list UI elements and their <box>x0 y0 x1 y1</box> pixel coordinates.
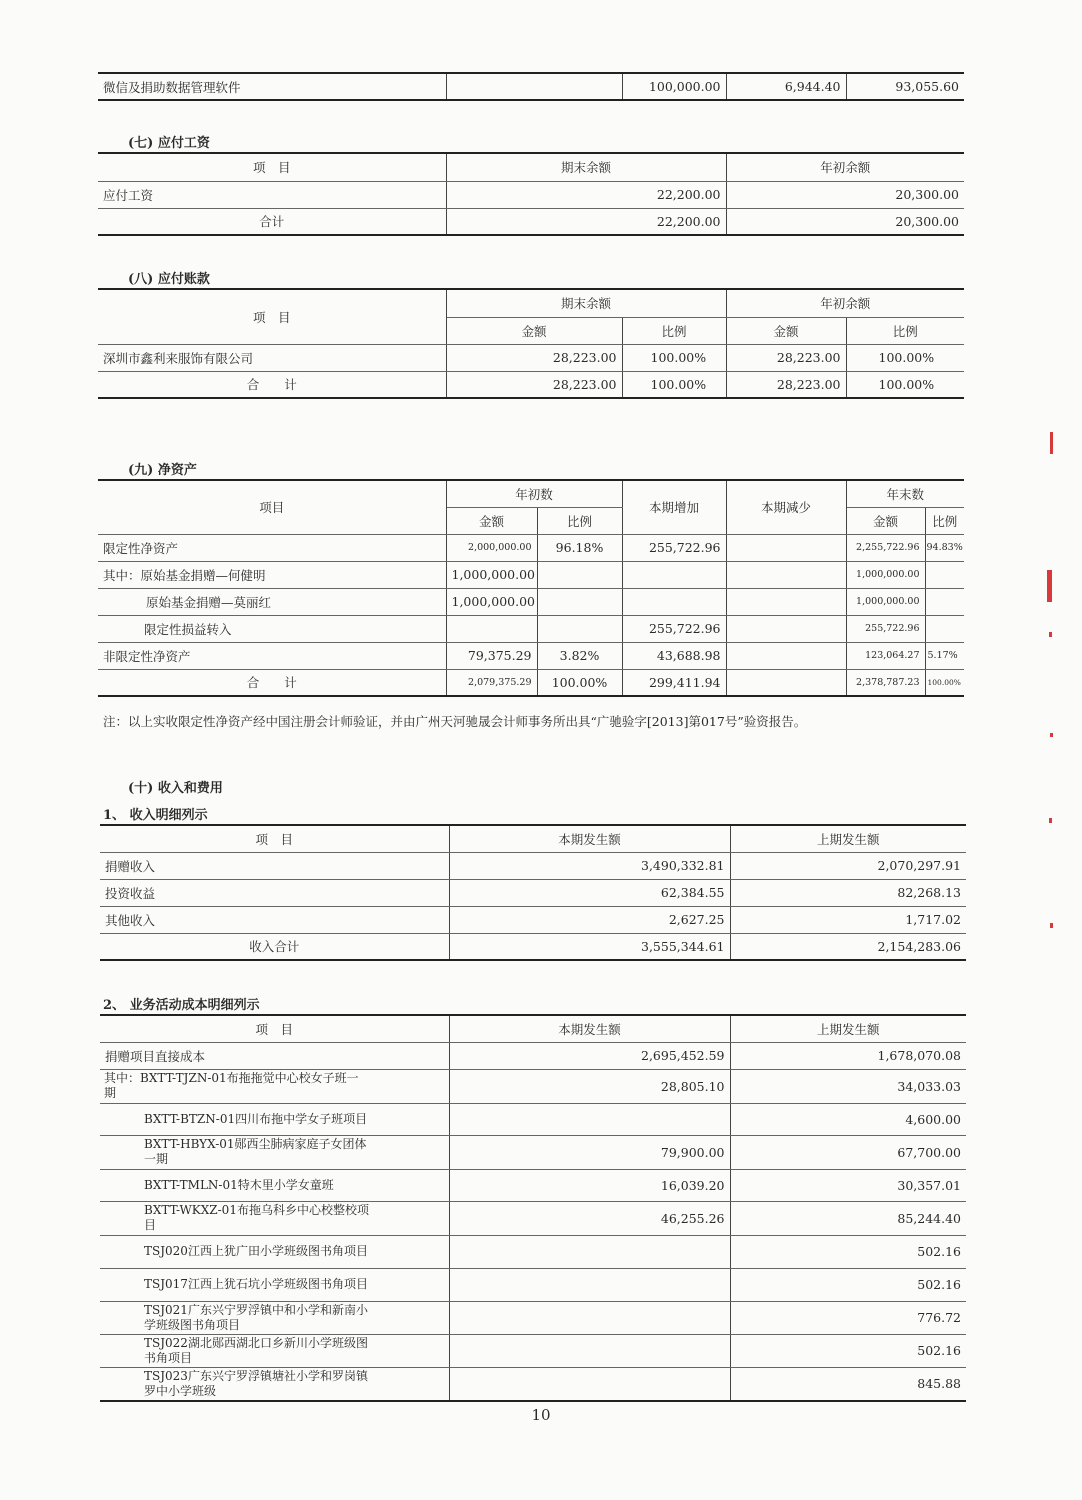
table-row-label: TSJ020江西上犹广田小学班级图书角项目 <box>100 1235 449 1268</box>
table-row-label: 其中：原始基金捐赠—何健明 <box>98 561 446 588</box>
header-item: 项 目 <box>98 153 446 181</box>
previous-amount: 34,033.03 <box>730 1069 966 1103</box>
end-amount: 255,722.96 <box>846 615 925 642</box>
previous-amount: 845.88 <box>730 1367 966 1401</box>
begin-ratio <box>537 561 622 588</box>
header-ratio: 比例 <box>925 507 964 534</box>
header-ratio: 比例 <box>846 317 964 344</box>
section-title-income-expenses: (十) 收入和费用 <box>128 781 223 796</box>
table-row-label: 深圳市鑫利来服饰有限公司 <box>98 344 446 371</box>
table-row-label: 捐赠项目直接成本 <box>100 1042 449 1069</box>
total-label: 收入合计 <box>100 933 449 960</box>
previous-amount: 30,357.01 <box>730 1169 966 1201</box>
value: 93,055.60 <box>846 73 964 100</box>
current-amount <box>449 1235 730 1268</box>
table-row-label: 原始基金捐赠—莫丽红 <box>98 588 446 615</box>
accounts-payable-table <box>98 288 964 399</box>
header-begin-balance: 年初余额 <box>726 153 964 181</box>
header-previous: 上期发生额 <box>730 1015 966 1042</box>
end-ratio <box>925 615 964 642</box>
table-row-label: BXTT-BTZN-01四川布拖中学女子班项目 <box>100 1103 449 1135</box>
end-amount: 123,064.27 <box>846 642 925 669</box>
current-amount: 79,900.00 <box>449 1135 730 1169</box>
end-amount: 1,000,000.00 <box>846 588 925 615</box>
current-amount: 62,384.55 <box>449 879 730 906</box>
previous-amount: 4,600.00 <box>730 1103 966 1135</box>
current-amount: 28,805.10 <box>449 1069 730 1103</box>
current-amount: 2,695,452.59 <box>449 1042 730 1069</box>
seal-fragment <box>1050 733 1053 737</box>
previous-amount: 2,070,297.91 <box>730 852 966 879</box>
page-number: 10 <box>531 1406 551 1424</box>
total-begin-amount: 2,079,375.29 <box>446 669 537 696</box>
seal-fragment <box>1050 432 1053 454</box>
current-amount <box>449 1334 730 1367</box>
previous-amount: 85,244.40 <box>730 1201 966 1235</box>
header-begin-balance: 年初余额 <box>726 289 964 317</box>
total-begin-ratio: 100.00% <box>537 669 622 696</box>
wages-payable-table <box>98 152 964 236</box>
current-amount <box>449 1268 730 1301</box>
previous-amount: 502.16 <box>730 1334 966 1367</box>
header-amount: 金额 <box>446 317 622 344</box>
decrease <box>726 534 846 561</box>
total-end-ratio: 100.00% <box>925 669 964 696</box>
increase: 43,688.98 <box>622 642 726 669</box>
increase: 255,722.96 <box>622 534 726 561</box>
table-row-label: TSJ022湖北郧西湖北口乡新川小学班级图书角项目 <box>100 1334 449 1367</box>
table-row-label: TSJ021广东兴宁罗浮镇中和小学和新南小学班级图书角项目 <box>100 1301 449 1334</box>
net-assets-note: 注：以上实收限定性净资产经中国注册会计师验证，并由广州天河驰晟会计师事务所出具“广驰验字[2013]第017号”验资报告。 <box>103 714 807 729</box>
current-amount: 16,039.20 <box>449 1169 730 1201</box>
header-item: 项 目 <box>100 1015 449 1042</box>
header-decrease: 本期减少 <box>726 480 846 534</box>
header-current: 本期发生额 <box>449 1015 730 1042</box>
header-begin: 年初数 <box>446 480 622 507</box>
end-ratio: 5.17% <box>925 642 964 669</box>
previous-amount: 1,717.02 <box>730 906 966 933</box>
total-previous: 2,154,283.06 <box>730 933 966 960</box>
fixed-asset-table-continuation <box>98 72 964 101</box>
table-row-label: TSJ017江西上犹石坑小学班级图书角项目 <box>100 1268 449 1301</box>
header-ratio: 比例 <box>537 507 622 534</box>
header-previous: 上期发生额 <box>730 825 966 852</box>
header-increase: 本期增加 <box>622 480 726 534</box>
begin-amount: 1,000,000.00 <box>446 588 537 615</box>
table-row-label: 非限定性净资产 <box>98 642 446 669</box>
header-item: 项 目 <box>98 289 446 344</box>
begin-amount: 2,000,000.00 <box>446 534 537 561</box>
section-title-net-assets: (九) 净资产 <box>128 463 197 478</box>
total-label: 合 计 <box>98 669 446 696</box>
section-title-accounts-payable: (八) 应付账款 <box>128 272 210 287</box>
value: 6,944.40 <box>726 73 846 100</box>
table-row-label: BXTT-TMLN-01特木里小学女童班 <box>100 1169 449 1201</box>
decrease <box>726 561 846 588</box>
total-decrease <box>726 669 846 696</box>
header-item: 项目 <box>98 480 446 534</box>
header-amount: 金额 <box>846 507 925 534</box>
seal-fragment <box>1047 570 1052 602</box>
previous-amount: 82,268.13 <box>730 879 966 906</box>
previous-amount: 776.72 <box>730 1301 966 1334</box>
header-end: 年末数 <box>846 480 964 507</box>
begin-amount: 28,223.00 <box>726 344 846 371</box>
previous-amount: 67,700.00 <box>730 1135 966 1169</box>
current-amount: 2,627.25 <box>449 906 730 933</box>
total-label: 合 计 <box>98 371 446 398</box>
header-item: 项 目 <box>100 825 449 852</box>
total-end: 22,200.00 <box>446 208 726 235</box>
table-row-label: BXTT-HBYX-01郧西尘肺病家庭子女团体一期 <box>100 1135 449 1169</box>
end-ratio <box>925 588 964 615</box>
table-row-label: TSJ023广东兴宁罗浮镇塘社小学和罗岗镇罗中小学班级 <box>100 1367 449 1401</box>
seal-fragment <box>1049 632 1052 637</box>
current-amount: 3,490,332.81 <box>449 852 730 879</box>
total-end-amount: 2,378,787.23 <box>846 669 925 696</box>
total-begin-ratio: 100.00% <box>846 371 964 398</box>
total-label: 合计 <box>98 208 446 235</box>
header-current: 本期发生额 <box>449 825 730 852</box>
decrease <box>726 642 846 669</box>
section-title-wages: (七) 应付工资 <box>128 136 210 151</box>
end-balance: 22,200.00 <box>446 181 726 208</box>
table-row-label: 限定性损益转入 <box>98 615 446 642</box>
subsection-business-cost: 2、 业务活动成本明细列示 <box>103 998 260 1013</box>
decrease <box>726 615 846 642</box>
end-amount: 1,000,000.00 <box>846 561 925 588</box>
end-amount: 2,255,722.96 <box>846 534 925 561</box>
begin-ratio: 3.82% <box>537 642 622 669</box>
table-row-label: 限定性净资产 <box>98 534 446 561</box>
value: 100,000.00 <box>622 73 726 100</box>
total-begin-amount: 28,223.00 <box>726 371 846 398</box>
total-begin: 20,300.00 <box>726 208 964 235</box>
table-row-label: BXTT-WKXZ-01布拖乌科乡中心校整校项目 <box>100 1201 449 1235</box>
current-amount <box>449 1103 730 1135</box>
table-row-label: 应付工资 <box>98 181 446 208</box>
table-row-label: 其他收入 <box>100 906 449 933</box>
increase <box>622 561 726 588</box>
increase: 255,722.96 <box>622 615 726 642</box>
previous-amount: 502.16 <box>730 1268 966 1301</box>
begin-ratio <box>537 588 622 615</box>
begin-amount: 79,375.29 <box>446 642 537 669</box>
decrease <box>726 588 846 615</box>
header-end-balance: 期末余额 <box>446 289 726 317</box>
end-ratio: 94.83% <box>925 534 964 561</box>
table-row-label: 投资收益 <box>100 879 449 906</box>
subsection-income: 1、 收入明细列示 <box>103 808 208 823</box>
current-amount: 46,255.26 <box>449 1201 730 1235</box>
income-table <box>100 824 966 961</box>
table-row-label: 捐赠收入 <box>100 852 449 879</box>
begin-ratio: 100.00% <box>846 344 964 371</box>
end-ratio: 100.00% <box>622 344 726 371</box>
table-row-label: 其中：BXTT-TJZN-01布拖拖觉中心校女子班一期 <box>100 1069 449 1103</box>
previous-amount: 502.16 <box>730 1235 966 1268</box>
header-end-balance: 期末余额 <box>446 153 726 181</box>
begin-ratio <box>537 615 622 642</box>
previous-amount: 1,678,070.08 <box>730 1042 966 1069</box>
total-increase: 299,411.94 <box>622 669 726 696</box>
end-ratio <box>925 561 964 588</box>
seal-fragment <box>1050 923 1053 928</box>
total-current: 3,555,344.61 <box>449 933 730 960</box>
seal-fragment <box>1049 818 1052 823</box>
business-cost-table <box>100 1014 966 1402</box>
begin-ratio: 96.18% <box>537 534 622 561</box>
current-amount <box>449 1367 730 1401</box>
begin-amount <box>446 615 537 642</box>
increase <box>622 588 726 615</box>
total-end-ratio: 100.00% <box>622 371 726 398</box>
header-amount: 金额 <box>726 317 846 344</box>
net-assets-table <box>98 479 964 697</box>
end-amount: 28,223.00 <box>446 344 622 371</box>
begin-amount: 1,000,000.00 <box>446 561 537 588</box>
begin-balance: 20,300.00 <box>726 181 964 208</box>
header-amount: 金额 <box>446 507 537 534</box>
header-ratio: 比例 <box>622 317 726 344</box>
total-end-amount: 28,223.00 <box>446 371 622 398</box>
item-name: 微信及捐助数据管理软件 <box>98 73 446 100</box>
current-amount <box>449 1301 730 1334</box>
